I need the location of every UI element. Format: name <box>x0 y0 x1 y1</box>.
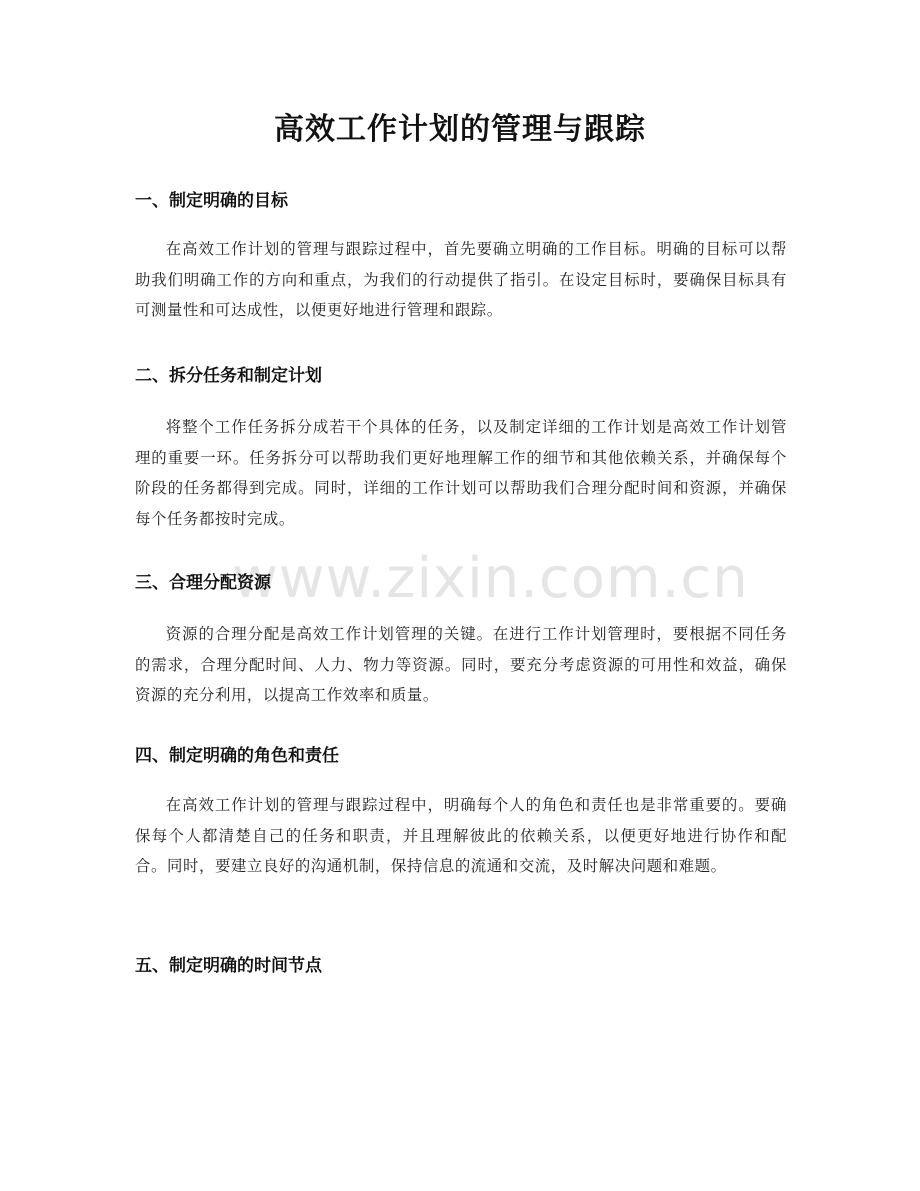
section-heading: 二、拆分任务和制定计划 <box>135 366 322 386</box>
section-heading: 一、制定明确的目标 <box>135 191 288 211</box>
section-paragraph: 资源的合理分配是高效工作计划管理的关键。在进行工作计划管理时，要根据不同任务的需求，合理分配时间、人力、物力等资源。同时，要充分考虑资源的可用性和效益，确保资源的充分利用，以提高工作效率和质量。 <box>135 625 787 704</box>
section-heading: 五、制定明确的时间节点 <box>135 956 322 976</box>
section-paragraph: 在高效工作计划的管理与跟踪过程中，首先要确立明确的工作目标。明确的目标可以帮助我们明确工作的方向和重点，为我们的行动提供了指引。在设定目标时，要确保目标具有可测量性和可达成性，以便更好地进行管理和跟踪。 <box>135 240 787 319</box>
section-paragraph: 在高效工作计划的管理与跟踪过程中，明确每个人的角色和责任也是非常重要的。要确保每个人都清楚自己的任务和职责，并且理解彼此的依赖关系，以便更好地进行协作和配合。同时，要建立良好的沟通机制，保持信息的流通和交流，及时解决问题和难题。 <box>135 796 787 875</box>
document-title: 高效工作计划的管理与跟踪 <box>274 112 646 147</box>
section-paragraph: 将整个工作任务拆分成若干个具体的任务，以及制定详细的工作计划是高效工作计划管理的重要一环。任务拆分可以帮助我们更好地理解工作的细节和其他依赖关系，并确保每个阶段的任务都得到完成。同时，详细的工作计划可以帮助我们合理分配时间和资源，并确保每个任务都按时完成。 <box>135 418 787 528</box>
section-heading: 四、制定明确的角色和责任 <box>135 746 339 766</box>
watermark: www.zixin.com.cn <box>232 546 749 611</box>
section-heading: 三、合理分配资源 <box>135 573 271 593</box>
